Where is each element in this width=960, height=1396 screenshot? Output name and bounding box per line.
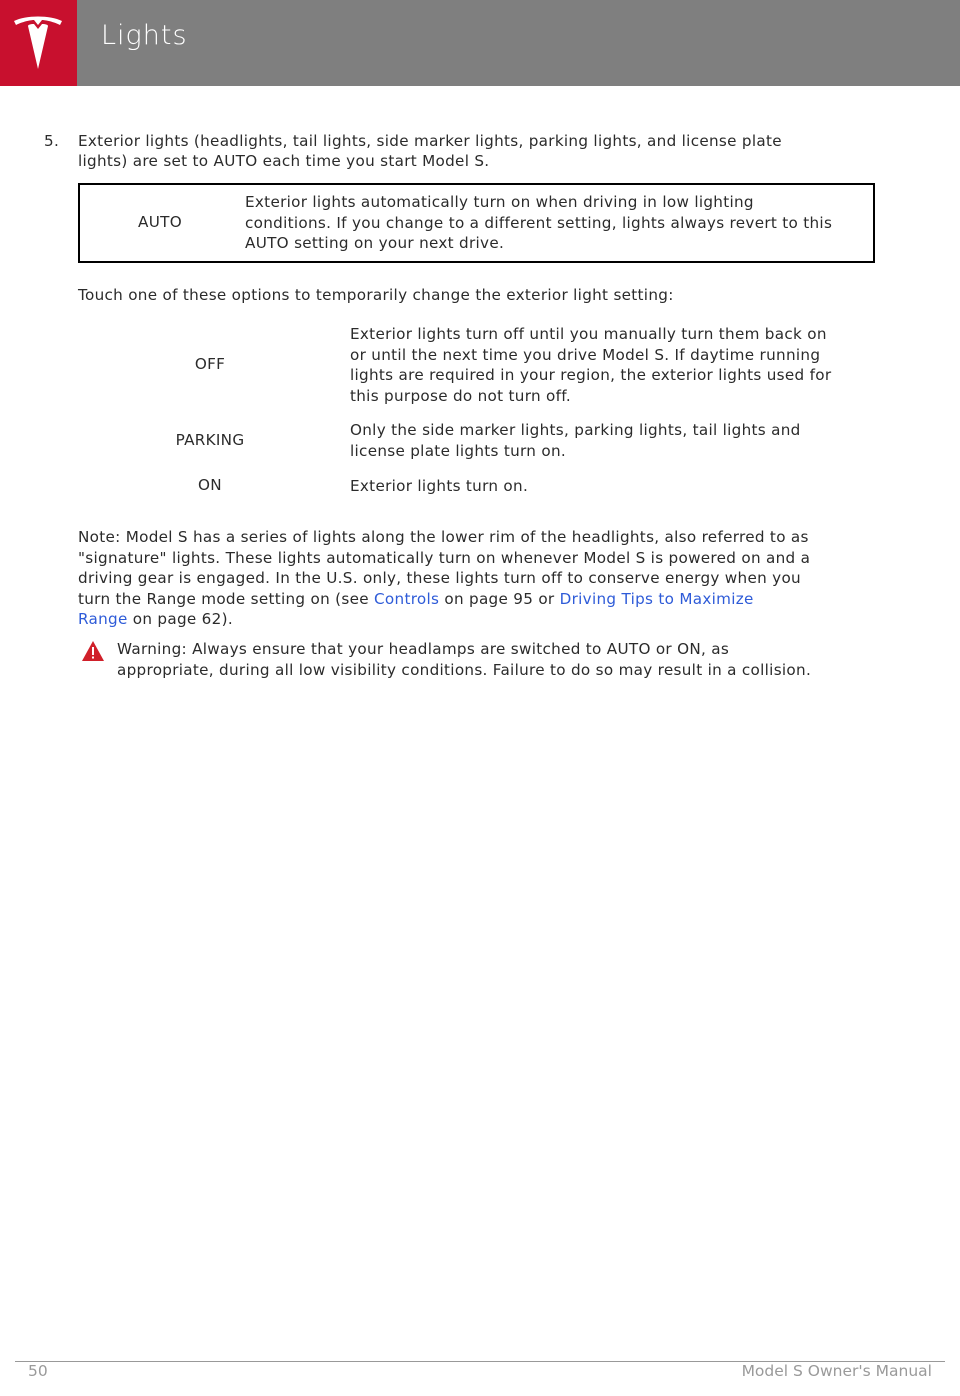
on-line1: Exterior lights turn on. [350,477,529,495]
option-on-description [350,476,870,497]
parking-line2: license plate lights turn on. [350,441,566,460]
parking-line1: Only the side marker lights, parking lights, tail lights and [350,421,801,439]
auto-label: AUTO [138,213,182,231]
controls-link[interactable]: Controls [374,590,440,608]
driving-tips-link-cont[interactable]: Range [78,610,128,628]
option-on-label: ON [198,476,222,494]
item5-line2: lights) are set to AUTO each time you start Model S. [78,152,490,170]
manual-title: Model S Owner's Manual [741,1362,932,1380]
logo-box [0,0,77,86]
auto-desc-line1: Exterior lights automatically turn on when driving in low lighting [245,193,754,211]
auto-desc-line3: AUTO setting on your next drive. [245,234,505,252]
note-line4-mid: on page 95 or [439,590,560,608]
driving-tips-link[interactable]: Driving Tips to Maximize [559,590,754,608]
tesla-logo-icon [12,15,64,71]
note-line3: driving gear is engaged. In the U.S. only, these lights turn off to conserve energy when you [78,569,801,587]
auto-description [245,192,871,254]
list-number: 5. [44,132,60,150]
note-line1: Note: Model S has a series of lights along the lower rim of the headlights, also referred to as [78,528,809,546]
off-line4: this purpose do not turn off. [350,386,571,405]
off-line2: or until the next time you drive Model S. If daytime running [350,345,821,364]
option-off-label: OFF [194,355,226,373]
note-line5 [78,609,233,630]
off-line1: Exterior lights turn off until you manually turn them back on [350,325,827,343]
page-header [0,0,960,86]
options-intro: Touch one of these options to temporarily change the exterior light setting: [78,286,674,304]
option-off-description [350,324,870,406]
warning-line2: appropriate, during all low visibility conditions. Failure to do so may result in a collision. [117,661,812,679]
warning-icon [81,640,105,662]
off-line3: lights are required in your region, the exterior lights used for [350,366,832,384]
warning-line1: Warning: Always ensure that your headlamps are switched to AUTO or ON, as [117,640,730,658]
note-line4-start: turn the Range mode setting on (see [78,590,375,608]
page-title: Lights [101,20,188,51]
note-line4 [78,589,754,610]
item5-line1: Exterior lights (headlights, tail lights, side marker lights, parking lights, and license plate [78,132,782,150]
note-line2: "signature" lights. These lights automatically turn on whenever Model S is powered on and a [78,549,811,567]
option-parking-label: PARKING [175,431,245,449]
auto-desc-line2: conditions. If you change to a different setting, lights always revert to this [245,213,833,232]
note-line5-end: on page 62). [127,610,233,628]
option-parking-description [350,420,870,461]
auto-setting-box [78,183,875,263]
page-number: 50 [28,1362,48,1380]
